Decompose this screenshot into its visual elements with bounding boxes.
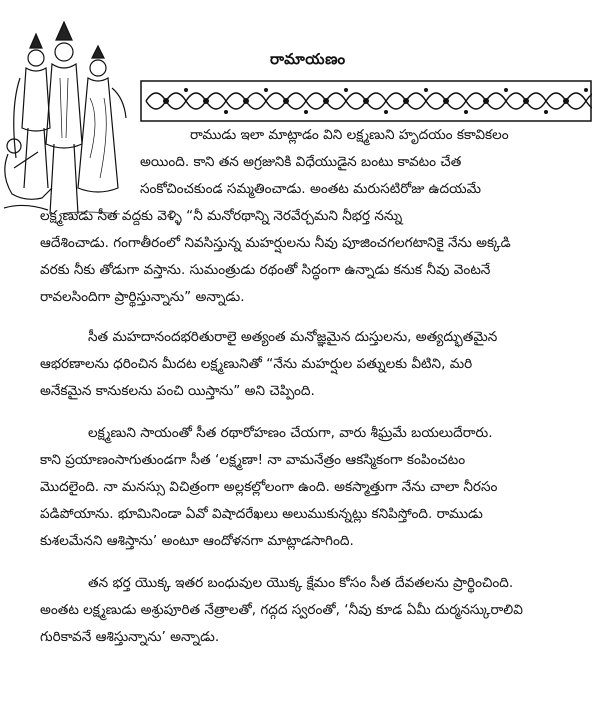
paragraph-line: లక్ష్మణుడు సీత వద్దకు వెళ్ళి “నీ మనోరథాన్ని నెరవేర్చమని నీభర్త నన్ను: [40, 208, 403, 224]
paragraph-line: కుశలమేనని ఆశిస్తాను’ అంటూ ఆందోళనగా మాట్లాడసాగింది.: [40, 533, 354, 549]
paragraph-line: ఆభరణాలను ధరించిన మీదట లక్ష్మణునితో “నేను మహర్షుల పత్నులకు వీటిని, మరి: [40, 356, 473, 372]
paragraph-line: సీత మహదానందభరితురాలై అత్యంత మనోజ్ఞమైన దుస్తులను, అత్యద్భుతమైన: [88, 329, 498, 345]
paragraph-line: తన భర్త యొక్క ఇతర బంధువుల యొక్క క్షేమం కోసం సీత దేవతలను ప్రార్థించింది.: [88, 575, 514, 591]
paragraph-line: అయింది. కాని తన అగ్రజునికి విధేయుడైన బంటు కావటం చేత: [140, 154, 462, 170]
paragraph-line: మొదలైంది. నా మనస్సు విచిత్రంగా అల్లకల్లోలంగా ఉంది. అకస్మాత్తుగా నేను చాలా నీరసం: [40, 479, 498, 495]
floral-border-ornament: [140, 80, 592, 122]
paragraph-line: గురికావనే ఆశిస్తున్నాను’ అన్నాడు.: [40, 629, 220, 645]
paragraph-line: అనేకమైన కానుకలను పంచి యిస్తాను” అని చెప్పింది.: [40, 383, 315, 399]
paragraph-line: పడిపోయాను. భూమినిండా ఏవో విషాదరేఖలు అలుముకున్నట్లు కనిపిస్తోంది. రాముడు: [40, 506, 483, 522]
paragraph-line: కాని ప్రయాణంసాగుతుండగా సీత ‘లక్ష్మణా! నా వామనేత్రం ఆకస్మికంగా కంపించటం: [40, 452, 466, 468]
paragraph-line: రాముడు ఇలా మాట్లాడం విని లక్ష్మణుని హృదయం కకావికలం: [190, 127, 509, 143]
paragraph-line: వరకు నీకు తోడుగా వస్తాను. సుమంత్రుడు రథంతో సిద్ధంగా ఉన్నాడు కనుక నీవు వెంటనే: [40, 262, 491, 278]
paragraph-line: సంకోచించకుండ సమ్మతించాడు. అంతట మరుసటిరోజు ఉదయమే: [140, 181, 481, 197]
paragraph-line: రావలసిందిగా ప్రార్థిస్తున్నాను” అన్నాడు.: [40, 289, 245, 305]
paragraph-line: లక్ష్మణుని సాయంతో సీత రథారోహణం చేయగా, వారు శీఘ్రమే బయలుదేరారు.: [88, 425, 493, 441]
paragraph-line: ఆదేశించాడు. గంగాతీరంలో నివసిస్తున్న మహర్షులను నీవు పూజించగలగటానికై నేను అక్కడి: [40, 235, 511, 251]
paragraph-line: అంతట లక్ష్మణుడు అశ్రుపూరిత నేత్రాలతో, గద్గద స్వరంతో, ‘నీవు కూడ ఏమీ దుర్మనస్కురాలివి: [40, 602, 523, 618]
page-title: రామాయణం: [270, 50, 346, 68]
